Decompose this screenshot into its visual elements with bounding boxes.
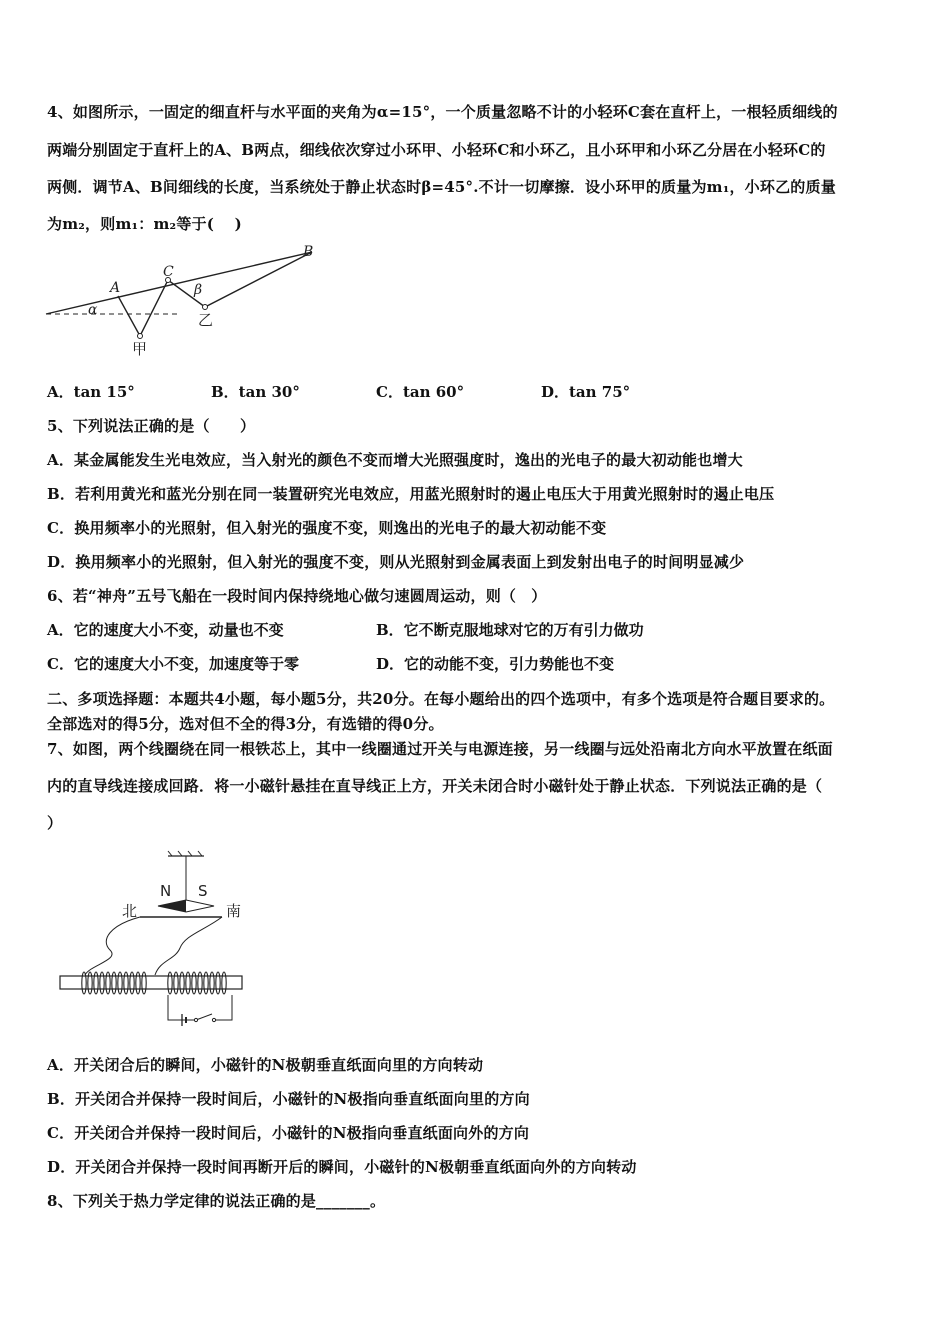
q6-option-a: A．它的速度大小不变，动量也不变 (47, 621, 284, 639)
needle-n-half (158, 900, 186, 912)
q4-line-2: 两端分别固定于直杆上的A、B两点，细线依次穿过小环甲、小轻环C和小环乙，且小环甲和小环乙分居在小轻环C的 (47, 141, 826, 159)
q8-stem: 8、下列关于热力学定律的说法正确的是_______。 (47, 1192, 386, 1210)
q7-line-2: 内的直导线连接成回路．将一小磁针悬挂在直导线正上方，开关未闭合时小磁针处于静止状态．下列说法正确的是（ (47, 777, 823, 795)
label-a: A (110, 280, 121, 296)
label-c: C (163, 264, 174, 280)
q6-option-d: D．它的动能不变，引力势能也不变 (376, 655, 615, 673)
label-s: S (198, 882, 208, 900)
switch-lever (196, 1014, 212, 1020)
q4-option-c: C．tan 60° (376, 383, 465, 401)
lead-wire-left (85, 917, 140, 975)
label-north: 北 (122, 902, 138, 920)
circuit-wire-right (216, 995, 232, 1020)
q7-option-b: B．开关闭合并保持一段时间后，小磁针的N极指向垂直纸面向里的方向 (47, 1090, 530, 1108)
q4-line-1: 4、如图所示，一固定的细直杆与水平面的夹角为α=15°，一个质量忽略不计的小轻环C套在直杆上，一根轻质细线的 (47, 103, 838, 121)
q4-line-3: 两侧．调节A、B间细线的长度，当系统处于静止状态时β=45°.不计一切摩擦．设小环甲的质量为m₁，小环乙的质量 (47, 178, 836, 196)
q7-option-d: D．开关闭合并保持一段时间再断开后的瞬间，小磁针的N极朝垂直纸面向外的方向转动 (47, 1158, 637, 1176)
q6-stem: 6、若“神舟”五号飞船在一段时间内保持绕地心做匀速圆周运动，则（ ） (47, 587, 547, 605)
label-south: 南 (226, 902, 242, 920)
q4-line-4: 为m₂，则m₁：m₂等于( ) (47, 215, 242, 233)
q4-option-a: A．tan 15° (47, 383, 135, 401)
label-alpha: α (88, 302, 98, 318)
switch-contact-a (194, 1018, 197, 1021)
q5-option-d: D．换用频率小的光照射，但入射光的强度不变，则从光照射到金属表面上到发射出电子的时间明显减少 (47, 553, 745, 571)
q7-option-a: A．开关闭合后的瞬间，小磁针的N极朝垂直纸面向里的方向转动 (47, 1056, 484, 1074)
label-n: N (160, 882, 172, 900)
section2-line-1: 二、多项选择题：本题共4小题，每小题5分，共20分。在每小题给出的四个选项中，有多个选项是符合题目要求的。 (47, 690, 835, 708)
q5-option-c: C．换用频率小的光照射，但入射光的强度不变，则逸出的光电子的最大初动能不变 (47, 519, 607, 537)
switch-contact-b (212, 1018, 215, 1021)
q5-option-b: B．若利用黄光和蓝光分别在同一装置研究光电效应，用蓝光照射时的遏止电压大于用黄光照射时的遏止电压 (47, 485, 775, 503)
q4-option-b: B．tan 30° (211, 383, 300, 401)
label-beta: β (194, 282, 203, 298)
q6-option-c: C．它的速度大小不变，加速度等于零 (47, 655, 299, 673)
q4-option-d: D．tan 75° (541, 383, 631, 401)
label-b: B (303, 244, 314, 260)
q6-option-b: B．它不断克服地球对它的万有引力做功 (376, 621, 644, 639)
q5-option-a: A．某金属能发生光电效应，当入射光的颜色不变而增大光照强度时，逸出的光电子的最大初动能也增大 (47, 451, 743, 469)
label-yi: 乙 (198, 311, 214, 329)
label-jia: 甲 (132, 340, 148, 358)
section2-line-2: 全部选对的得5分，选对但不全的得3分，有选错的得0分。 (47, 715, 444, 733)
q5-stem: 5、下列说法正确的是（ ） (47, 417, 256, 435)
lead-wire-right (155, 917, 222, 975)
q7-line-3: ） (47, 814, 63, 832)
q7-line-1: 7、如图，两个线圈绕在同一根铁芯上，其中一线圈通过开关与电源连接，另一线圈与远处沿南北方向水平放置在纸面 (47, 740, 833, 758)
q7-option-c: C．开关闭合并保持一段时间后，小磁针的N极指向垂直纸面向外的方向 (47, 1124, 530, 1142)
